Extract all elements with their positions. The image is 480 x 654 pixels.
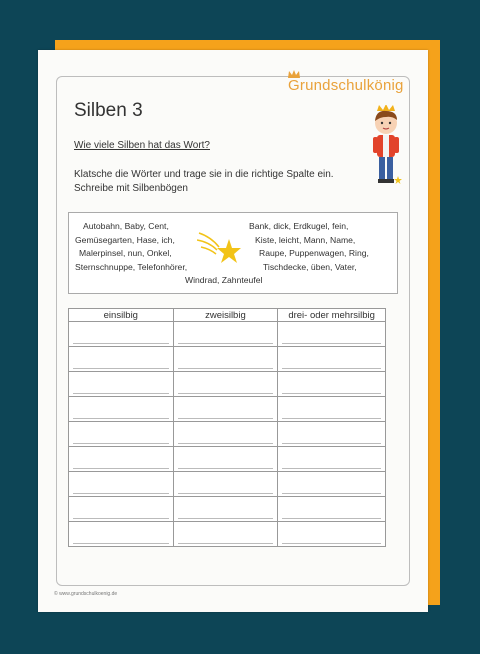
writing-cell[interactable] — [173, 397, 278, 422]
word-line-left-3: Malerpinsel, nun, Onkel, — [79, 248, 172, 258]
writing-line — [178, 356, 274, 369]
writing-line — [282, 531, 381, 544]
writing-cell[interactable] — [69, 372, 174, 397]
writing-line — [282, 431, 381, 444]
writing-line — [73, 431, 169, 444]
word-line-right-1: Bank, dick, Erdkugel, fein, — [249, 221, 349, 231]
writing-line — [282, 381, 381, 394]
table-row — [69, 347, 386, 372]
writing-line — [282, 356, 381, 369]
writing-line — [178, 531, 274, 544]
writing-cell[interactable] — [69, 522, 174, 547]
word-line-last: Windrad, Zahnteufel — [185, 275, 263, 285]
syllable-table — [68, 308, 386, 547]
instruction-line-1: Klatsche die Wörter und trage sie in die richtige Spalte ein. — [74, 169, 334, 180]
brand-logo: Grundschulkönig — [288, 77, 404, 94]
column-header-mehrsilbig: drei- oder mehrsilbig — [278, 309, 386, 322]
writing-cell[interactable] — [278, 347, 386, 372]
word-line-left-1: Autobahn, Baby, Cent, — [83, 221, 169, 231]
footer-copyright: © www.grundschulkoenig.de — [54, 591, 118, 597]
writing-cell[interactable] — [69, 347, 174, 372]
writing-cell[interactable] — [69, 322, 174, 347]
word-line-right-2: Kiste, leicht, Mann, Name, — [255, 235, 356, 245]
writing-line — [282, 506, 381, 519]
writing-cell[interactable] — [173, 347, 278, 372]
writing-cell[interactable] — [278, 322, 386, 347]
writing-line — [282, 406, 381, 419]
table-row — [69, 397, 386, 422]
table-row — [69, 522, 386, 547]
column-header-einsilbig: einsilbig — [69, 309, 174, 322]
writing-cell[interactable] — [173, 472, 278, 497]
writing-line — [282, 456, 381, 469]
word-bank-box — [68, 212, 398, 294]
shooting-star-icon — [197, 227, 247, 267]
writing-line — [178, 481, 274, 494]
writing-cell[interactable] — [173, 422, 278, 447]
writing-line — [178, 381, 274, 394]
table-row — [69, 447, 386, 472]
writing-cell[interactable] — [69, 497, 174, 522]
writing-cell[interactable] — [278, 522, 386, 547]
writing-line — [282, 331, 381, 344]
writing-cell[interactable] — [173, 497, 278, 522]
table-row — [69, 322, 386, 347]
table-row — [69, 472, 386, 497]
writing-cell[interactable] — [173, 372, 278, 397]
writing-cell[interactable] — [173, 322, 278, 347]
writing-line — [73, 356, 169, 369]
writing-line — [178, 456, 274, 469]
writing-line — [73, 456, 169, 469]
writing-line — [73, 381, 169, 394]
writing-line — [73, 506, 169, 519]
syllable-table-body — [69, 322, 386, 547]
writing-cell[interactable] — [278, 447, 386, 472]
instruction-text — [74, 168, 384, 196]
writing-line — [178, 331, 274, 344]
word-line-right-4: Tischdecke, üben, Vater, — [263, 262, 357, 272]
writing-line — [73, 331, 169, 344]
writing-line — [73, 406, 169, 419]
word-line-left-2: Gemüsegarten, Hase, ich, — [75, 235, 175, 245]
instruction-line-2: Schreibe mit Silbenbögen — [74, 183, 188, 194]
writing-cell[interactable] — [278, 372, 386, 397]
writing-cell[interactable] — [69, 397, 174, 422]
writing-line — [73, 481, 169, 494]
page-title: Silben 3 — [74, 100, 143, 121]
writing-cell[interactable] — [278, 422, 386, 447]
word-line-right-3: Raupe, Puppenwagen, Ring, — [259, 248, 369, 258]
writing-cell[interactable] — [278, 472, 386, 497]
writing-line — [73, 531, 169, 544]
word-line-left-4: Sternschnuppe, Telefonhörer, — [75, 262, 188, 272]
writing-cell[interactable] — [278, 497, 386, 522]
writing-line — [178, 406, 274, 419]
writing-line — [178, 506, 274, 519]
writing-line — [178, 431, 274, 444]
writing-cell[interactable] — [69, 422, 174, 447]
table-row — [69, 372, 386, 397]
writing-cell[interactable] — [173, 447, 278, 472]
writing-cell[interactable] — [69, 447, 174, 472]
writing-cell[interactable] — [69, 472, 174, 497]
table-row — [69, 422, 386, 447]
worksheet-page — [38, 50, 428, 612]
writing-cell[interactable] — [173, 522, 278, 547]
question-text: Wie viele Silben hat das Wort? — [74, 140, 210, 151]
writing-cell[interactable] — [278, 397, 386, 422]
column-header-zweisilbig: zweisilbig — [173, 309, 278, 322]
writing-line — [282, 481, 381, 494]
table-row — [69, 497, 386, 522]
